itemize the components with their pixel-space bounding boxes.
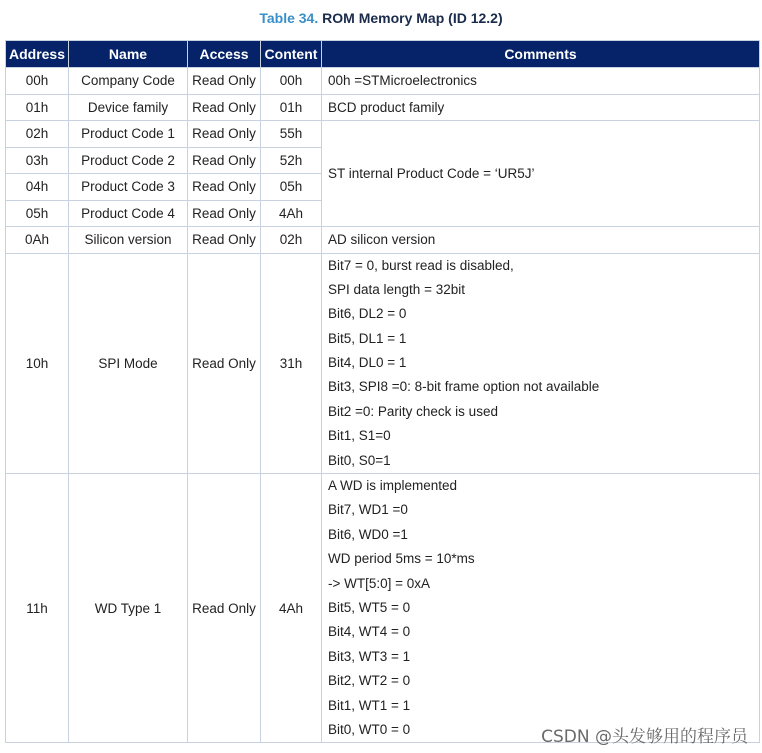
cell-content: 02h xyxy=(261,227,322,254)
comment-line: Bit3, SPI8 =0: 8-bit frame option not available xyxy=(328,379,600,395)
header-comments: Comments xyxy=(322,41,760,68)
cell-access: Read Only xyxy=(188,94,261,121)
cell-access: Read Only xyxy=(188,200,261,227)
comment-line: Bit0, S0=1 xyxy=(328,452,391,468)
comment-line: Bit3, WT3 = 1 xyxy=(328,648,411,664)
comment-line: Bit2 =0: Parity check is used xyxy=(328,403,498,419)
cell-access: Read Only xyxy=(188,474,261,743)
header-content: Content xyxy=(261,41,322,68)
cell-comment: 00h =STMicroelectronics xyxy=(322,68,760,95)
table-row xyxy=(6,121,760,148)
cell-content: 31h xyxy=(261,253,322,474)
cell-content: 05h xyxy=(261,174,322,201)
cell-address: 10h xyxy=(6,253,69,474)
comment-line: Bit1, S1=0 xyxy=(328,428,391,444)
cell-name: Product Code 2 xyxy=(69,147,188,174)
comment-line: Bit5, DL1 = 1 xyxy=(328,330,407,346)
cell-name: Company Code xyxy=(69,68,188,95)
cell-name: WD Type 1 xyxy=(69,474,188,743)
table-title: ROM Memory Map (ID 12.2) xyxy=(322,10,503,26)
cell-name: Product Code 3 xyxy=(69,174,188,201)
comment-line: Bit7 = 0, burst read is disabled, xyxy=(328,257,514,273)
header-row xyxy=(6,41,760,68)
cell-content: 4Ah xyxy=(261,200,322,227)
table-number: Table 34. xyxy=(259,10,319,26)
cell-address: 03h xyxy=(6,147,69,174)
cell-comment: BCD product family xyxy=(322,94,760,121)
comment-line: Bit2, WT2 = 0 xyxy=(328,673,411,689)
cell-comment-product-code: ST internal Product Code = ‘UR5J’ xyxy=(322,121,760,227)
comment-line: -> WT[5:0] = 0xA xyxy=(328,575,431,591)
cell-access: Read Only xyxy=(188,227,261,254)
header-access: Access xyxy=(188,41,261,68)
rom-memory-map-table xyxy=(5,40,760,743)
comment-line: Bit5, WT5 = 0 xyxy=(328,599,411,615)
cell-address: 02h xyxy=(6,121,69,148)
cell-access: Read Only xyxy=(188,68,261,95)
table-row xyxy=(6,474,760,743)
cell-access: Read Only xyxy=(188,174,261,201)
header-name: Name xyxy=(69,41,188,68)
cell-address: 00h xyxy=(6,68,69,95)
cell-access: Read Only xyxy=(188,253,261,474)
comment-line: Bit6, DL2 = 0 xyxy=(328,306,407,322)
cell-access: Read Only xyxy=(188,147,261,174)
table-row xyxy=(6,68,760,95)
comment-line: Bit4, DL0 = 1 xyxy=(328,355,407,371)
table-row xyxy=(6,253,760,474)
cell-comment-spi-mode xyxy=(322,253,760,474)
header-address: Address xyxy=(6,41,69,68)
cell-address: 0Ah xyxy=(6,227,69,254)
cell-comment-wd-type xyxy=(322,474,760,743)
comment-line: Bit6, WD0 =1 xyxy=(328,526,408,542)
comment-line: WD period 5ms = 10*ms xyxy=(328,551,475,567)
cell-content: 55h xyxy=(261,121,322,148)
cell-name: SPI Mode xyxy=(69,253,188,474)
comment-line: A WD is implemented xyxy=(328,478,458,494)
comment-line: SPI data length = 32bit xyxy=(328,281,465,297)
watermark-text: CSDN @头发够用的程序员 xyxy=(541,727,748,747)
cell-address: 01h xyxy=(6,94,69,121)
comment-line: Bit1, WT1 = 1 xyxy=(328,697,411,713)
cell-name: Device family xyxy=(69,94,188,121)
cell-content: 52h xyxy=(261,147,322,174)
cell-address: 05h xyxy=(6,200,69,227)
cell-name: Silicon version xyxy=(69,227,188,254)
cell-content: 01h xyxy=(261,94,322,121)
comment-line: Bit0, WT0 = 0 xyxy=(328,721,411,737)
cell-comment: AD silicon version xyxy=(322,227,760,254)
comment-line: Bit7, WD1 =0 xyxy=(328,502,408,518)
cell-content: 4Ah xyxy=(261,474,322,743)
cell-access: Read Only xyxy=(188,121,261,148)
cell-content: 00h xyxy=(261,68,322,95)
table-row xyxy=(6,227,760,254)
cell-name: Product Code 4 xyxy=(69,200,188,227)
cell-name: Product Code 1 xyxy=(69,121,188,148)
table-caption xyxy=(0,10,762,26)
table-row xyxy=(6,94,760,121)
cell-address: 04h xyxy=(6,174,69,201)
comment-line: Bit4, WT4 = 0 xyxy=(328,624,411,640)
cell-address: 11h xyxy=(6,474,69,743)
